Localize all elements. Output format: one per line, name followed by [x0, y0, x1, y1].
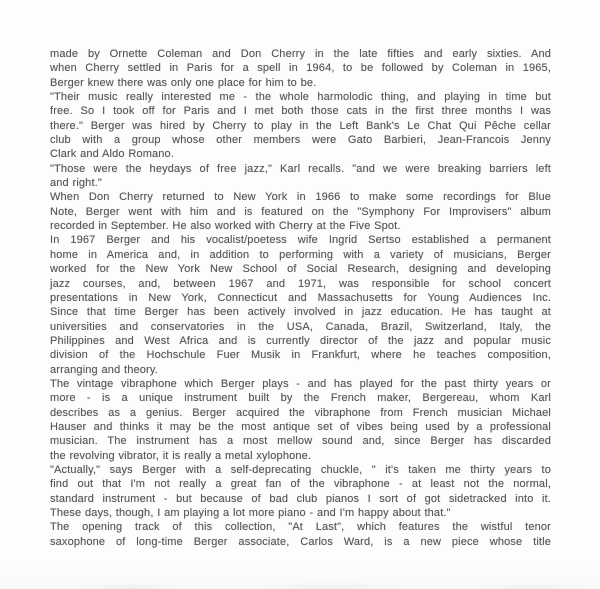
text-line: Berger knew there was only one place for him to be. [50, 76, 317, 89]
text-line: there." Berger was hired by Cherry to play in the Left Bank's Le Chat Qui Pêche cellar [50, 119, 551, 132]
text-line: "Their music really interested me - the whole harmolodic thing, and playing in time but [50, 91, 551, 104]
text-line: worked for the New York New School of Social Research, designing and developing [50, 263, 551, 276]
text-line: Philippines and West Africa and is currently director of the jazz and popular music [50, 334, 551, 347]
text-line: In 1967 Berger and his vocalist/poetess wife Ingrid Sertso established a permanent [50, 234, 551, 247]
text-line: Note, Berger went with him and is featured on the "Symphony For Improvisers" album [50, 205, 551, 218]
liner-notes-text [50, 47, 551, 549]
text-line: saxophone of long-time Berger associate, Carlos Ward, is a new piece whose title [50, 535, 551, 548]
text-line: "Those were the heydays of free jazz," Karl recalls. "and we were breaking barriers left [50, 162, 551, 175]
text-line: The opening track of this collection, "At Last", which features the wistful tenor [50, 521, 551, 534]
text-line: describes as a genius. Berger acquired the vibraphone from French musician Michael [50, 406, 551, 419]
text-line: find out that I'm not really a great fan of the vibraphone - at least not the normal, [50, 478, 551, 491]
text-line: home in America and, in addition to performing with a variety of musicians, Berger [50, 248, 551, 261]
text-line: "Actually," says Berger with a self-deprecating chuckle, " it's taken me thirty years to [50, 463, 551, 476]
text-line: Since that time Berger has been actively involved in jazz education. He has taught at [50, 306, 551, 319]
scan-shadow-artifact [0, 561, 600, 589]
text-line: standard instrument - but because of bad club pianos I sort of got sidetracked into it. [50, 492, 551, 505]
text-line: arranging and theory. [50, 363, 158, 376]
text-line: musician. The instrument has a most mellow sound and, since Berger has discarded [50, 435, 551, 448]
text-line: more - is a unique instrument built by the French maker, Bergereau, whom Karl [50, 392, 551, 405]
text-line: The vintage vibraphone which Berger plays - and has played for the past thirty years or [50, 377, 551, 390]
text-line: made by Ornette Coleman and Don Cherry in the late fifties and early sixties. And [50, 48, 551, 60]
text-line: presentations in New York, Connecticut and Massachusetts for Young Audiences Inc. [50, 291, 551, 304]
text-line: These days, though, I am playing a lot more piano - and I'm happy about that." [50, 507, 451, 519]
text-line: recorded in September. He also worked with Cherry at the Five Spot. [50, 220, 401, 233]
text-line: Clark and Aldo Romano. [50, 148, 175, 161]
text-line: division of the Hochschule Fuer Musik in Frankfurt, where he teaches composition, [50, 349, 551, 362]
text-line: jazz courses, and, between 1967 and 1971, was responsible for school concert [50, 277, 551, 290]
text-line: When Don Cherry returned to New York in 1966 to make some recordings for Blue [50, 191, 551, 204]
text-line: universities and conservatories in the USA, Canada, Brazil, Switzerland, Italy, the [50, 320, 551, 333]
text-line: club with a group whose other members were Gato Barbieri, Jean-Francois Jenny [50, 134, 551, 147]
text-line: when Cherry settled in Paris for a spell in 1964, to be followed by Coleman in 1965, [50, 62, 551, 75]
text-line: Hauser and thinks it may be the most antique set of vibes being used by a professional [50, 420, 551, 433]
text-line: and right." [50, 177, 102, 190]
text-line: the revolving vibrator, it is really a metal xylophone. [50, 449, 312, 462]
text-line: free. So I took off for Paris and I met both those cats in the first three months I was [50, 105, 551, 118]
